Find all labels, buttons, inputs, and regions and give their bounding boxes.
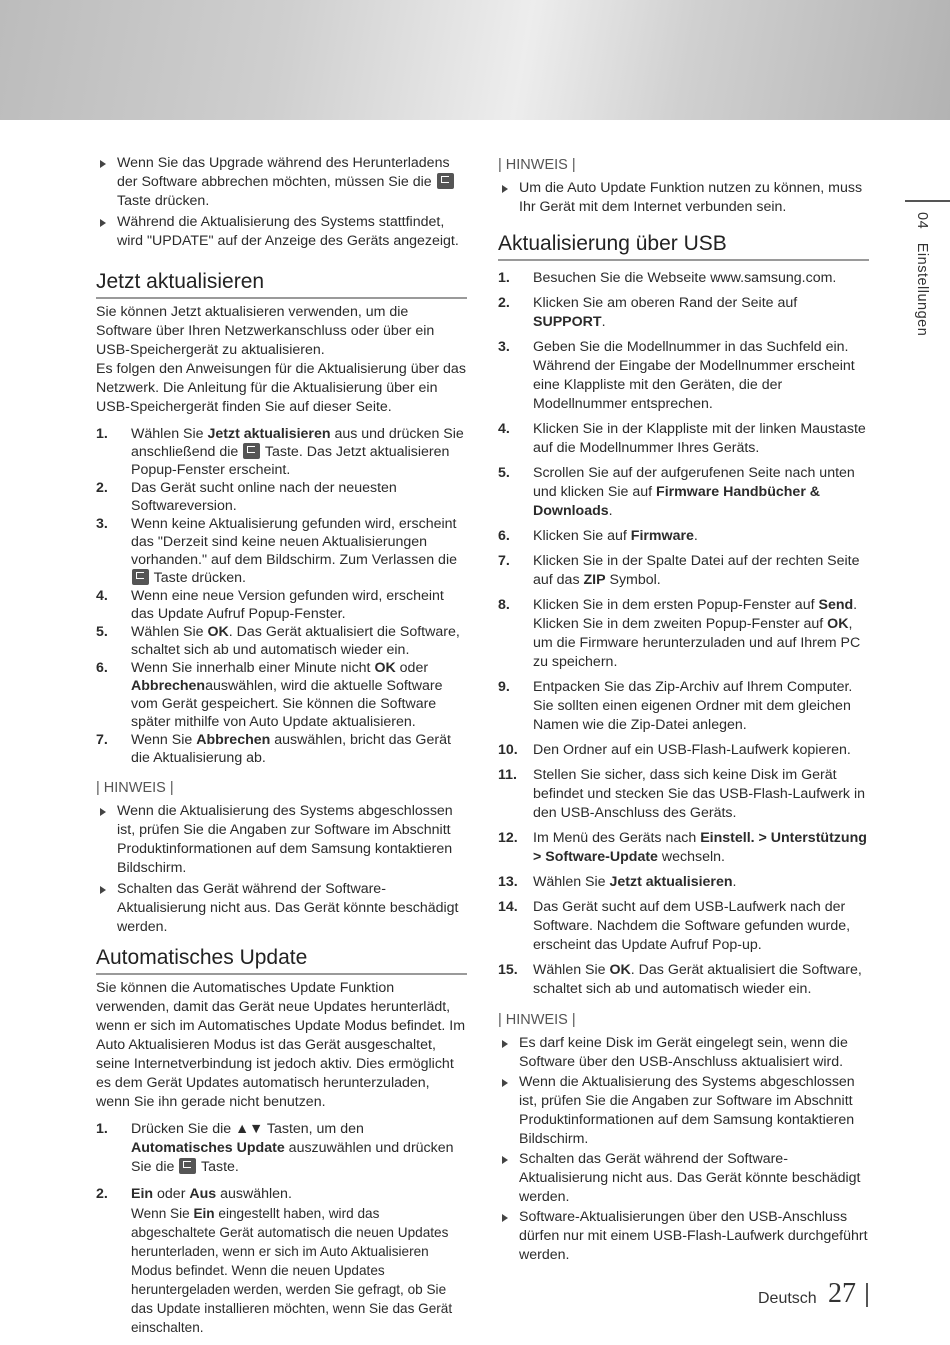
- step-number: 11.: [498, 767, 517, 783]
- section-heading-usb: Aktualisierung über USB: [498, 231, 869, 261]
- note-item: Es darf keine Disk im Gerät eingelegt sein, wenn die Software über den USB-Anschluss aktualisiert wird.: [498, 1034, 869, 1072]
- jetzt-step-list: [96, 425, 467, 767]
- jetzt-intro-2: Es folgen den Anweisungen für die Aktualisierung über das Netzwerk. Die Anleitung für die Aktualisierung über ein USB-Speichergerät finden Sie auf dieser Seite.: [96, 361, 466, 415]
- step-number: 6.: [96, 660, 108, 676]
- enter-key-icon: [243, 443, 260, 459]
- step-number: 3.: [96, 516, 108, 532]
- chapter-label: [900, 212, 930, 352]
- step-number: 1.: [96, 1121, 108, 1137]
- jetzt-note-list: [96, 802, 467, 937]
- left-column: [96, 150, 467, 1337]
- step-number: 13.: [498, 874, 518, 890]
- step-number: 14.: [498, 899, 518, 915]
- step-number: 15.: [498, 962, 518, 978]
- step-number: 7.: [96, 732, 108, 748]
- step-number: 7.: [498, 553, 510, 569]
- step-item: 5. Wählen Sie OK. Das Gerät aktualisiert die Software, schaltet sich ab und automatisch wieder ein.: [96, 624, 460, 658]
- step-item: 10. Den Ordner auf ein USB-Flash-Laufwerk kopieren.: [498, 742, 851, 758]
- note-item: Schalten das Gerät während der Software-Aktualisierung nicht aus. Das Gerät könnte beschädigt werden.: [498, 1150, 869, 1207]
- footer-divider: [866, 1283, 868, 1307]
- step-number: 4.: [498, 421, 510, 437]
- enter-key-icon: [132, 569, 149, 585]
- step-item: 4. Klicken Sie in der Klappliste mit der linken Maustaste auf die Modellnummer Ihres Geräts.: [498, 421, 866, 456]
- chapter-title: Einstellungen: [914, 242, 930, 337]
- step-item: 1. Besuchen Sie die Webseite www.samsung.com.: [498, 270, 837, 286]
- header-band: [0, 0, 950, 120]
- step-item: 3. Geben Sie die Modellnummer in das Suchfeld ein. Während der Eingabe der Modellnummer erscheint eine Klappliste mit den Geräten, die der Modellnummer entsprechen.: [498, 339, 855, 412]
- step-item: 6. Klicken Sie auf Firmware.: [498, 528, 698, 544]
- chapter-tab-line: [905, 200, 950, 202]
- step-item: 7. Klicken Sie in der Spalte Datei auf der rechten Seite auf das ZIP Symbol.: [498, 553, 860, 588]
- step-item: 12. Im Menü des Geräts nach Einstell. > Unterstützung > Software-Update wechseln.: [498, 830, 867, 865]
- enter-key-icon: [179, 1158, 196, 1174]
- step-item: 2. Das Gerät sucht online nach der neuesten Softwareversion.: [96, 480, 397, 514]
- step-number: 4.: [96, 588, 108, 604]
- step-item: 13. Wählen Sie Jetzt aktualisieren.: [498, 874, 737, 890]
- chapter-number: 04: [914, 212, 930, 230]
- step-number: 8.: [498, 597, 510, 613]
- step-number: 1.: [96, 426, 108, 442]
- step-item: 14. Das Gerät sucht auf dem USB-Laufwerk nach der Software. Nachdem die Software gefunden wurde, erscheint das Update Aufruf Pop-up.: [498, 899, 851, 953]
- step-item: 2. Ein oder Aus auswählen.: [96, 1186, 292, 1202]
- step-item: 11. Stellen Sie sicher, dass sich keine Disk im Gerät befindet und stecken Sie das USB-Flash-Laufwerk in den USB-Anschluss des Geräts.: [498, 767, 866, 821]
- step-item: 5. Scrollen Sie auf der aufgerufenen Seite nach unten und klicken Sie auf Firmware Handbücher & Downloads.: [498, 465, 855, 519]
- step-number: 5.: [498, 465, 510, 481]
- usb-note-list: [498, 1034, 869, 1265]
- step-number: 1.: [498, 270, 510, 286]
- step-number: 3.: [498, 339, 510, 355]
- note-item: Wenn Sie das Upgrade während des Herunterladens der Software abbrechen möchten, müssen Sie die Taste drücken.: [96, 154, 467, 211]
- footer-language: Deutsch: [758, 1290, 817, 1307]
- top-bullet-list: [96, 154, 467, 251]
- note-item: Software-Aktualisierungen über den USB-Anschluss dürfen nur mit einem USB-Flash-Laufwerk durchgeführt werden.: [498, 1208, 869, 1265]
- enter-key-icon: [437, 173, 454, 189]
- auto-step-2-detail: Wenn Sie Ein eingestellt haben, wird das abgeschaltete Gerät automatisch die neuen Updates herunterladen, wenn er sich im Auto Aktualisieren Modus befindet. Wenn die neuen Updates heruntergeladen werden, werden Sie gefragt, ob Sie das Update installieren möchten, wenn Sie das Gerät einschalten.: [131, 1206, 453, 1335]
- step-number: 9.: [498, 679, 510, 695]
- step-number: 10.: [498, 742, 518, 758]
- hinweis-label-right-1: | HINWEIS |: [498, 157, 576, 173]
- step-item: 2. Klicken Sie am oberen Rand der Seite auf SUPPORT.: [498, 295, 798, 330]
- step-item: 4. Wenn eine neue Version gefunden wird, erscheint das Update Aufruf Popup-Fenster.: [96, 588, 444, 622]
- auto-intro: Sie können die Automatisches Update Funktion verwenden, damit das Gerät neue Updates herunterlädt, wenn er sich im Automatisches Update Modus befindet. Im Auto Aktualisieren Modus ist das Gerät ausgeschaltet, seine Internetverbindung ist jedoch aktiv. Dies ermöglicht es dem Gerät Updates automatisch herunterzuladen, wenn Sie ihn gerade nicht benutzen.: [96, 980, 466, 1110]
- hinweis-label-right-2: | HINWEIS |: [498, 1012, 576, 1028]
- step-number: 12.: [498, 830, 518, 846]
- step-item: 3. Wenn keine Aktualisierung gefunden wird, erscheint das "Derzeit sind keine neuen Aktualisierungen vorhanden." auf dem Bildschirm. Zum Verlassen die Taste drücken.: [96, 516, 457, 586]
- step-item: 9. Entpacken Sie das Zip-Archiv auf Ihrem Computer. Sie sollten einen eigenen Ordner mit dem gleichen Namen wie die Zip-Datei anlegen.: [498, 679, 853, 733]
- step-number: 2.: [96, 480, 108, 496]
- step-item: 15. Wählen Sie OK. Das Gerät aktualisiert die Software, schaltet sich ab und automatisch wieder ein.: [498, 962, 862, 997]
- step-item: 1. Drücken Sie die ▲▼ Tasten, um den Automatisches Update auszuwählen und drücken Sie die Taste.: [96, 1121, 454, 1175]
- step-number: 5.: [96, 624, 108, 640]
- step-item: 1. Wählen Sie Jetzt aktualisieren aus und drücken Sie anschließend die Taste. Das Jetzt aktualisieren Popup-Fenster erscheint.: [96, 426, 464, 478]
- note-item: Um die Auto Update Funktion nutzen zu können, muss Ihr Gerät mit dem Internet verbunden sein.: [498, 179, 869, 217]
- jetzt-intro: Sie können Jetzt aktualisieren verwenden, um die Software über Ihren Netzwerkanschluss oder über ein USB-Speichergerät zu aktualisieren.: [96, 304, 435, 358]
- page-number: 27: [828, 1278, 856, 1309]
- step-number: 6.: [498, 528, 510, 544]
- step-number: 2.: [498, 295, 510, 311]
- auto-step-list: [96, 1120, 467, 1337]
- note-item: Wenn die Aktualisierung des Systems abgeschlossen ist, prüfen Sie die Angaben zur Software im Abschnitt Produktinformationen auf dem Samsung kontaktieren Bildschirm.: [96, 802, 467, 878]
- note-item: Wenn die Aktualisierung des Systems abgeschlossen ist, prüfen Sie die Angaben zur Software im Abschnitt Produktinformationen auf dem Samsung kontaktieren Bildschirm.: [498, 1073, 869, 1149]
- step-item: 8. Klicken Sie in dem ersten Popup-Fenster auf Send. Klicken Sie in dem zweiten Popup-Fenster auf OK, um die Firmware herunterzuladen und auf Ihrem PC zu speichern.: [498, 597, 861, 670]
- step-item: 7. Wenn Sie Abbrechen auswählen, bricht das Gerät die Aktualisierung ab.: [96, 732, 451, 766]
- note-item: Schalten das Gerät während der Software-Aktualisierung nicht aus. Das Gerät könnte beschädigt werden.: [96, 880, 467, 937]
- step-number: 2.: [96, 1186, 108, 1202]
- note-item: Während die Aktualisierung des Systems stattfindet, wird "UPDATE" auf der Anzeige des Geräts angezeigt.: [96, 213, 467, 251]
- hinweis-label-left: | HINWEIS |: [96, 780, 174, 796]
- right-column: [498, 150, 869, 1266]
- section-heading-auto: Automatisches Update: [96, 945, 467, 975]
- section-heading-jetzt: Jetzt aktualisieren: [96, 269, 467, 299]
- usb-step-list: [498, 269, 869, 999]
- step-item: 6. Wenn Sie innerhalb einer Minute nicht OK oder Abbrechenauswählen, wird die aktuelle Software vom Gerät gespeichert. Sie können die Software später mithilfe von Auto Update aktualisieren.: [96, 660, 443, 730]
